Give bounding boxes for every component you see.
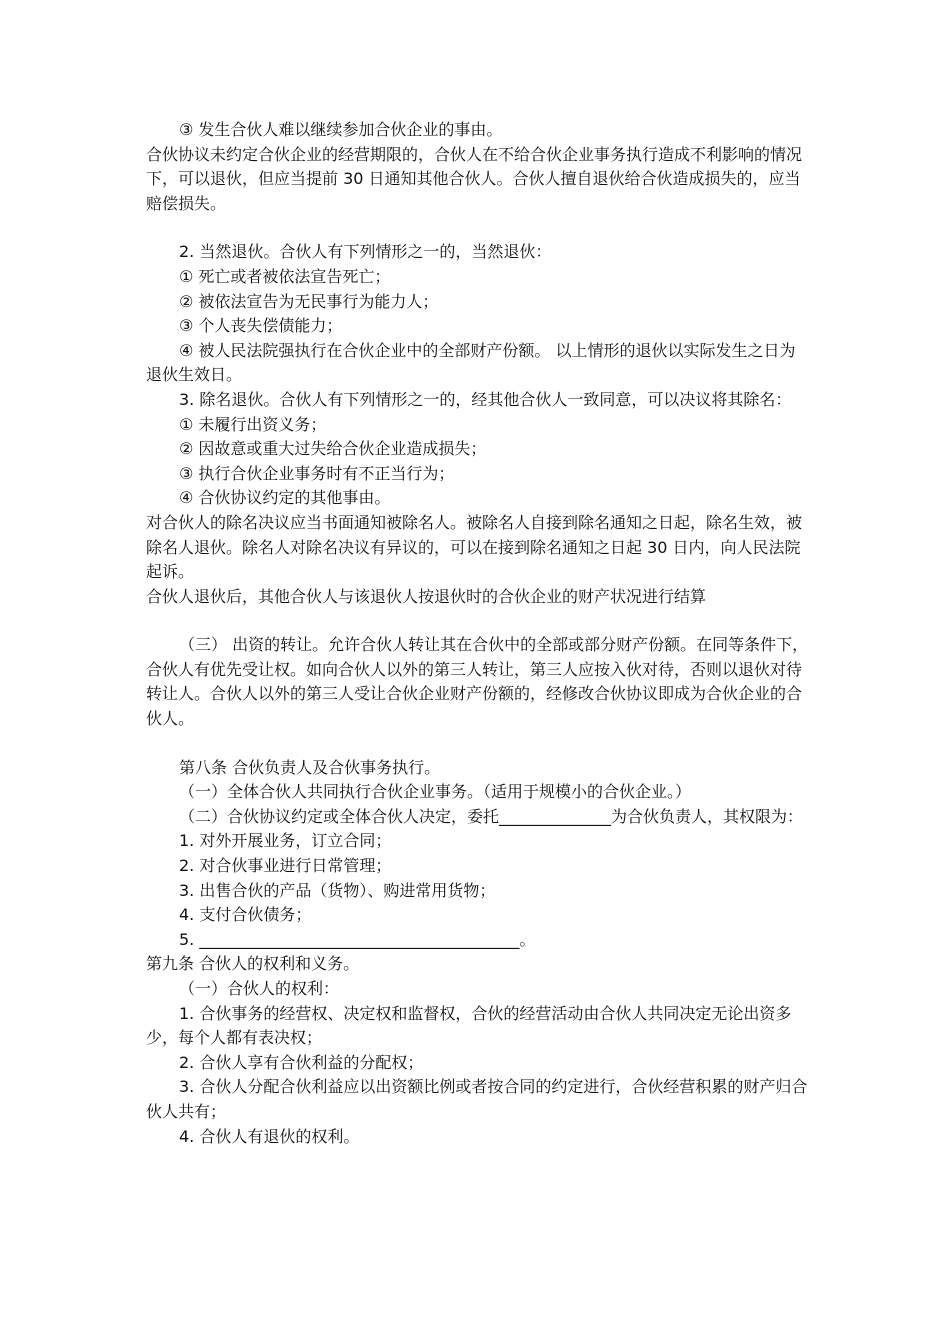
- rights-heading: （一）合伙人的权利：: [179, 979, 340, 998]
- item-expulsion-1: ① 未履行出资义务；: [179, 414, 327, 434]
- rights-item-3: 3. 合伙人分配合伙利益应以出资额比例或者按合同的约定进行，合伙经营积累的财产归合伙人共有；: [146, 1077, 808, 1121]
- spacer: [146, 732, 811, 756]
- item-expulsion-4: ④ 合伙协议约定的其他事由。: [179, 488, 391, 508]
- spacer: [146, 609, 811, 633]
- item-automatic-2: ② 被依法宣告为无民事行为能力人；: [179, 291, 439, 311]
- authority-item-2: 2. 对合伙事业进行日常管理；: [179, 856, 392, 876]
- authority-item-4: 4. 支付合伙债务；: [179, 905, 312, 925]
- article-8-item-1: （一）全体合伙人共同执行合伙企业事务。（适用于规模小的合伙企业。）: [179, 782, 692, 802]
- paragraph-expulsion-notice: 对合伙人的除名决议应当书面通知被除名人。被除名人自接到除名通知之日起，除名生效，被除名人退伙。除名人对除名决议有异议的，可以在接到除名通知之日起 30 日内，向人民法院起诉。: [146, 512, 803, 582]
- item-automatic-4: ④ 被人民法院强执行在合伙企业中的全部财产份额。 以上情形的退伙以实际发生之日为退伙生效日。: [146, 340, 796, 385]
- heading-automatic-withdrawal: 2. 当然退伙。合伙人有下列情形之一的，当然退伙：: [179, 242, 552, 262]
- document-body: [146, 118, 811, 1149]
- article-8-item-2: （二）合伙协议约定或全体合伙人决定，委托______________为合伙负责人，其权限为：: [179, 806, 804, 826]
- paragraph-settlement: 合伙人退伙后，其他合伙人与该退伙人按退伙时的合伙企业的财产状况进行结算: [146, 586, 707, 606]
- paragraph-voluntary-withdrawal: 合伙协议未约定合伙企业的经营期限的，合伙人在不给合伙企业事务执行造成不利影响的情况下，可以退伙，但应当提前 30 日通知其他合伙人。合伙人擅自退伙给合伙造成损失的，应当赔偿损失。: [146, 144, 803, 213]
- item-expulsion-2: ② 因故意或重大过失给合伙企业造成损失；: [179, 439, 487, 459]
- article-8-title: 第八条 合伙负责人及合伙事务执行。: [179, 757, 441, 777]
- item-automatic-3: ③ 个人丧失偿债能力；: [179, 316, 343, 336]
- paragraph-capital-transfer: （三） 出资的转让。允许合伙人转让其在合伙中的全部或部分财产份额。在同等条件下，合伙人有优先受让权。如向合伙人以外的第三人转让，第三人应按入伙对待，否则以退伙对待转让人。合伙人以外的第三人受让合伙企业财产份额的，经修改合伙协议即成为合伙企业的合伙人。: [146, 635, 809, 729]
- spacer: [146, 216, 811, 240]
- authority-item-3: 3. 出售合伙的产品（货物）、购进常用货物；: [179, 880, 496, 900]
- item-expulsion-3: ③ 执行合伙企业事务时有不正当行为；: [179, 463, 455, 483]
- article-9-title: 第九条 合伙人的权利和义务。: [146, 954, 360, 974]
- rights-item-1: 1. 合伙事务的经营权、决定权和监督权，合伙的经营活动由合伙人共同决定无论出资多少，每个人都有表决权；: [146, 1003, 792, 1048]
- item-withdraw-reason-3: ③ 发生合伙人难以继续参加合伙企业的事由。: [179, 120, 503, 139]
- authority-item-5: 5. ________________________________________。: [179, 929, 536, 949]
- heading-expulsion-withdrawal: 3. 除名退伙。合伙人有下列情形之一的，经其他合伙人一致同意，可以决议将其除名：: [179, 389, 792, 409]
- rights-item-4: 4. 合伙人有退伙的权利。: [179, 1126, 360, 1146]
- rights-item-2: 2. 合伙人享有合伙利益的分配权；: [179, 1052, 424, 1072]
- item-automatic-1: ① 死亡或者被依法宣告死亡；: [179, 266, 391, 286]
- authority-item-1: 1. 对外开展业务，订立合同；: [179, 831, 392, 851]
